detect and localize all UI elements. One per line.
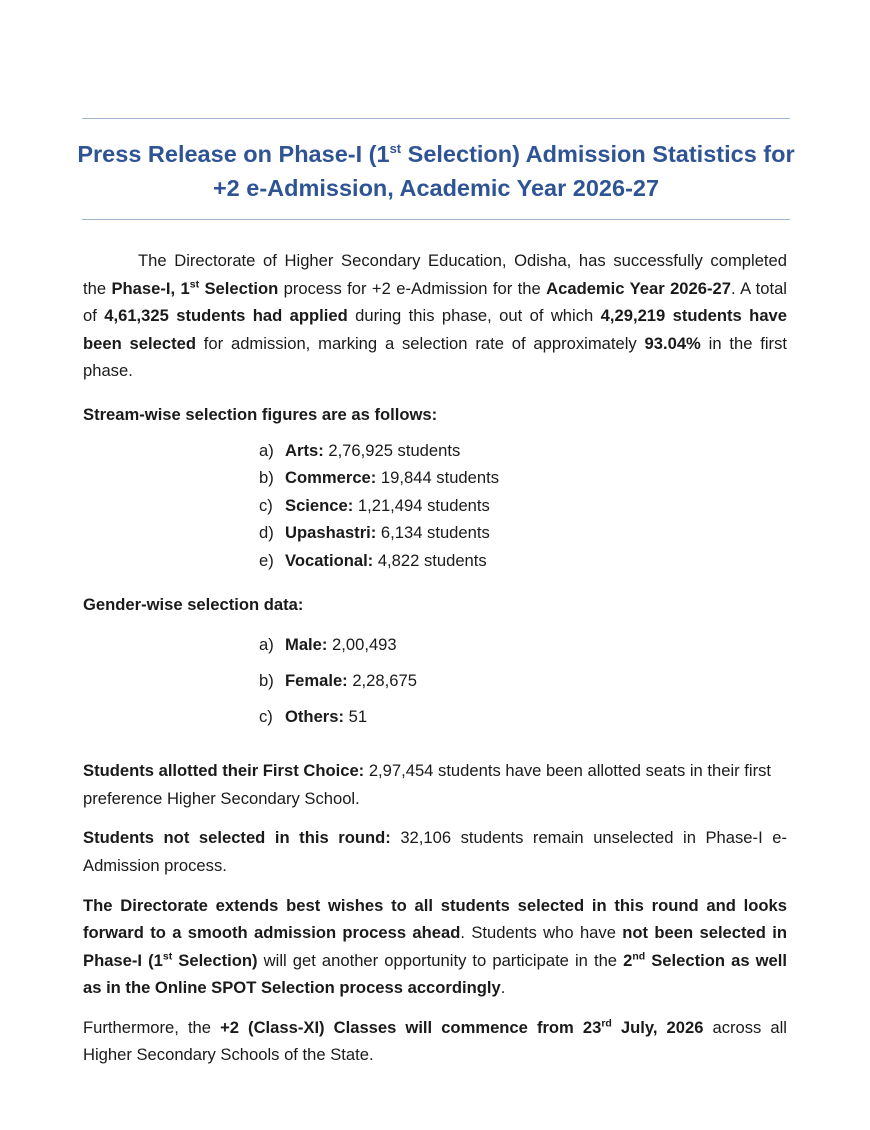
list-item: [83, 699, 787, 735]
list-item: [83, 492, 787, 520]
list-item: [83, 627, 787, 663]
intro-selection-rate: 93.04%: [644, 333, 701, 353]
list-marker: d): [259, 523, 274, 543]
list-item: [83, 663, 787, 699]
gender-name: Female:: [285, 671, 348, 691]
list-item: [83, 519, 787, 547]
wishes-bold-2-text: not been selected in Phase-I (1: [83, 923, 787, 970]
gender-name: Male:: [285, 635, 328, 655]
list-item: [83, 547, 787, 575]
stream-value: 6,134 students: [376, 523, 490, 543]
title-line1-post: Selection) Admission Statistics for: [401, 141, 795, 167]
commence-text-2: across all Higher Secondary Schools of the State.: [83, 1017, 787, 1065]
title-bottom-rule: [82, 219, 790, 220]
stream-value: 2,76,925 students: [323, 440, 461, 460]
first-choice-text: 2,97,454 students have been allotted seats in their first preference Higher Secondary School.: [83, 761, 772, 808]
intro-text-2: process for +2 e-Admission for the: [278, 278, 547, 298]
stream-name: Upashastri:: [285, 523, 377, 543]
stream-name: Arts:: [285, 440, 324, 460]
wishes-paragraph: [83, 892, 787, 1002]
not-selected-paragraph: [83, 824, 787, 879]
page-title: [70, 137, 802, 205]
wishes-bold-1: The Directorate extends best wishes to all students selected in this round and looks forward to a smooth admission process ahead: [83, 895, 787, 943]
stream-value: 4,822 students: [373, 550, 487, 570]
stream-name: Science:: [285, 495, 354, 515]
wishes-bold-3-post: Selection as well as in the Online SPOT Selection process accordingly: [83, 950, 787, 998]
not-selected-text: 32,106 students remain unselected in Phase-I e-Admission process.: [83, 828, 787, 875]
intro-paragraph: [83, 247, 787, 385]
not-selected-label: Students not selected in this round:: [83, 828, 391, 848]
first-choice-label: Students allotted their First Choice:: [83, 761, 365, 781]
intro-text-1: The Directorate of Higher Secondary Education, Odisha, has successfully completed the: [83, 251, 787, 298]
list-marker: b): [259, 468, 274, 488]
commence-bold-sup: rd: [601, 1017, 612, 1030]
first-choice-paragraph: [83, 757, 787, 812]
intro-text-4: during this phase, out of which: [347, 306, 601, 326]
wishes-bold-3-text: 2: [623, 950, 633, 970]
title-line2: +2 e-Admission, Academic Year 2026-27: [212, 175, 660, 201]
stream-name: Vocational:: [285, 550, 374, 570]
gender-value: 51: [344, 707, 368, 727]
wishes-bold-3-sup: nd: [632, 950, 646, 963]
gender-heading: Gender-wise selection data:: [83, 594, 304, 614]
intro-phase: [111, 279, 278, 298]
intro-phase-text: Phase-I, 1: [111, 278, 190, 298]
document-body: [83, 247, 787, 1069]
title-line1-pre: Press Release on Phase-I (1: [77, 141, 390, 167]
wishes-bold-2-sup: st: [162, 950, 173, 963]
intro-academic-year: Academic Year 2026-27: [546, 278, 731, 298]
wishes-text-2: will get another opportunity to participate in the: [257, 950, 624, 970]
commence-text-1: Furthermore, the: [83, 1017, 221, 1037]
gender-list: [83, 627, 787, 735]
intro-applied-count: 4,61,325 students had applied: [104, 306, 348, 326]
list-marker: c): [259, 495, 273, 515]
intro-text-6: in the first phase.: [83, 333, 787, 381]
list-item: [83, 464, 787, 492]
wishes-text-3: .: [500, 978, 506, 998]
gender-value: 2,00,493: [327, 635, 397, 655]
intro-selected-count: 4,29,219 students have been selected: [83, 306, 788, 353]
intro-phase-sup: st: [189, 278, 200, 291]
title-line1-sup: st: [389, 141, 402, 157]
wishes-bold-2-post: Selection): [172, 950, 258, 970]
gender-name: Others:: [285, 707, 345, 727]
list-marker: e): [259, 550, 274, 570]
stream-list: [83, 437, 787, 575]
stream-heading: Stream-wise selection figures are as follows:: [83, 404, 438, 424]
commence-paragraph: [83, 1014, 787, 1069]
wishes-text-1: . Students who have: [460, 923, 623, 943]
intro-phase-post: Selection: [199, 278, 279, 298]
list-item: [83, 437, 787, 465]
commence-bold: [220, 1018, 703, 1037]
intro-text-5: for admission, marking a selection rate of approximately: [195, 333, 645, 353]
list-marker: c): [259, 707, 273, 727]
commence-bold-post: July, 2026: [611, 1017, 704, 1037]
stream-name: Commerce:: [285, 468, 377, 488]
gender-value: 2,28,675: [347, 671, 417, 691]
stream-value: 19,844 students: [376, 468, 500, 488]
list-marker: b): [259, 671, 274, 691]
stream-value: 1,21,494 students: [353, 495, 490, 515]
title-top-rule: [82, 118, 790, 119]
commence-bold-text: +2 (Class-XI) Classes will commence from 23: [220, 1017, 602, 1037]
intro-text-3: . A total of: [83, 278, 787, 326]
list-marker: a): [259, 635, 274, 655]
list-marker: a): [259, 440, 274, 460]
